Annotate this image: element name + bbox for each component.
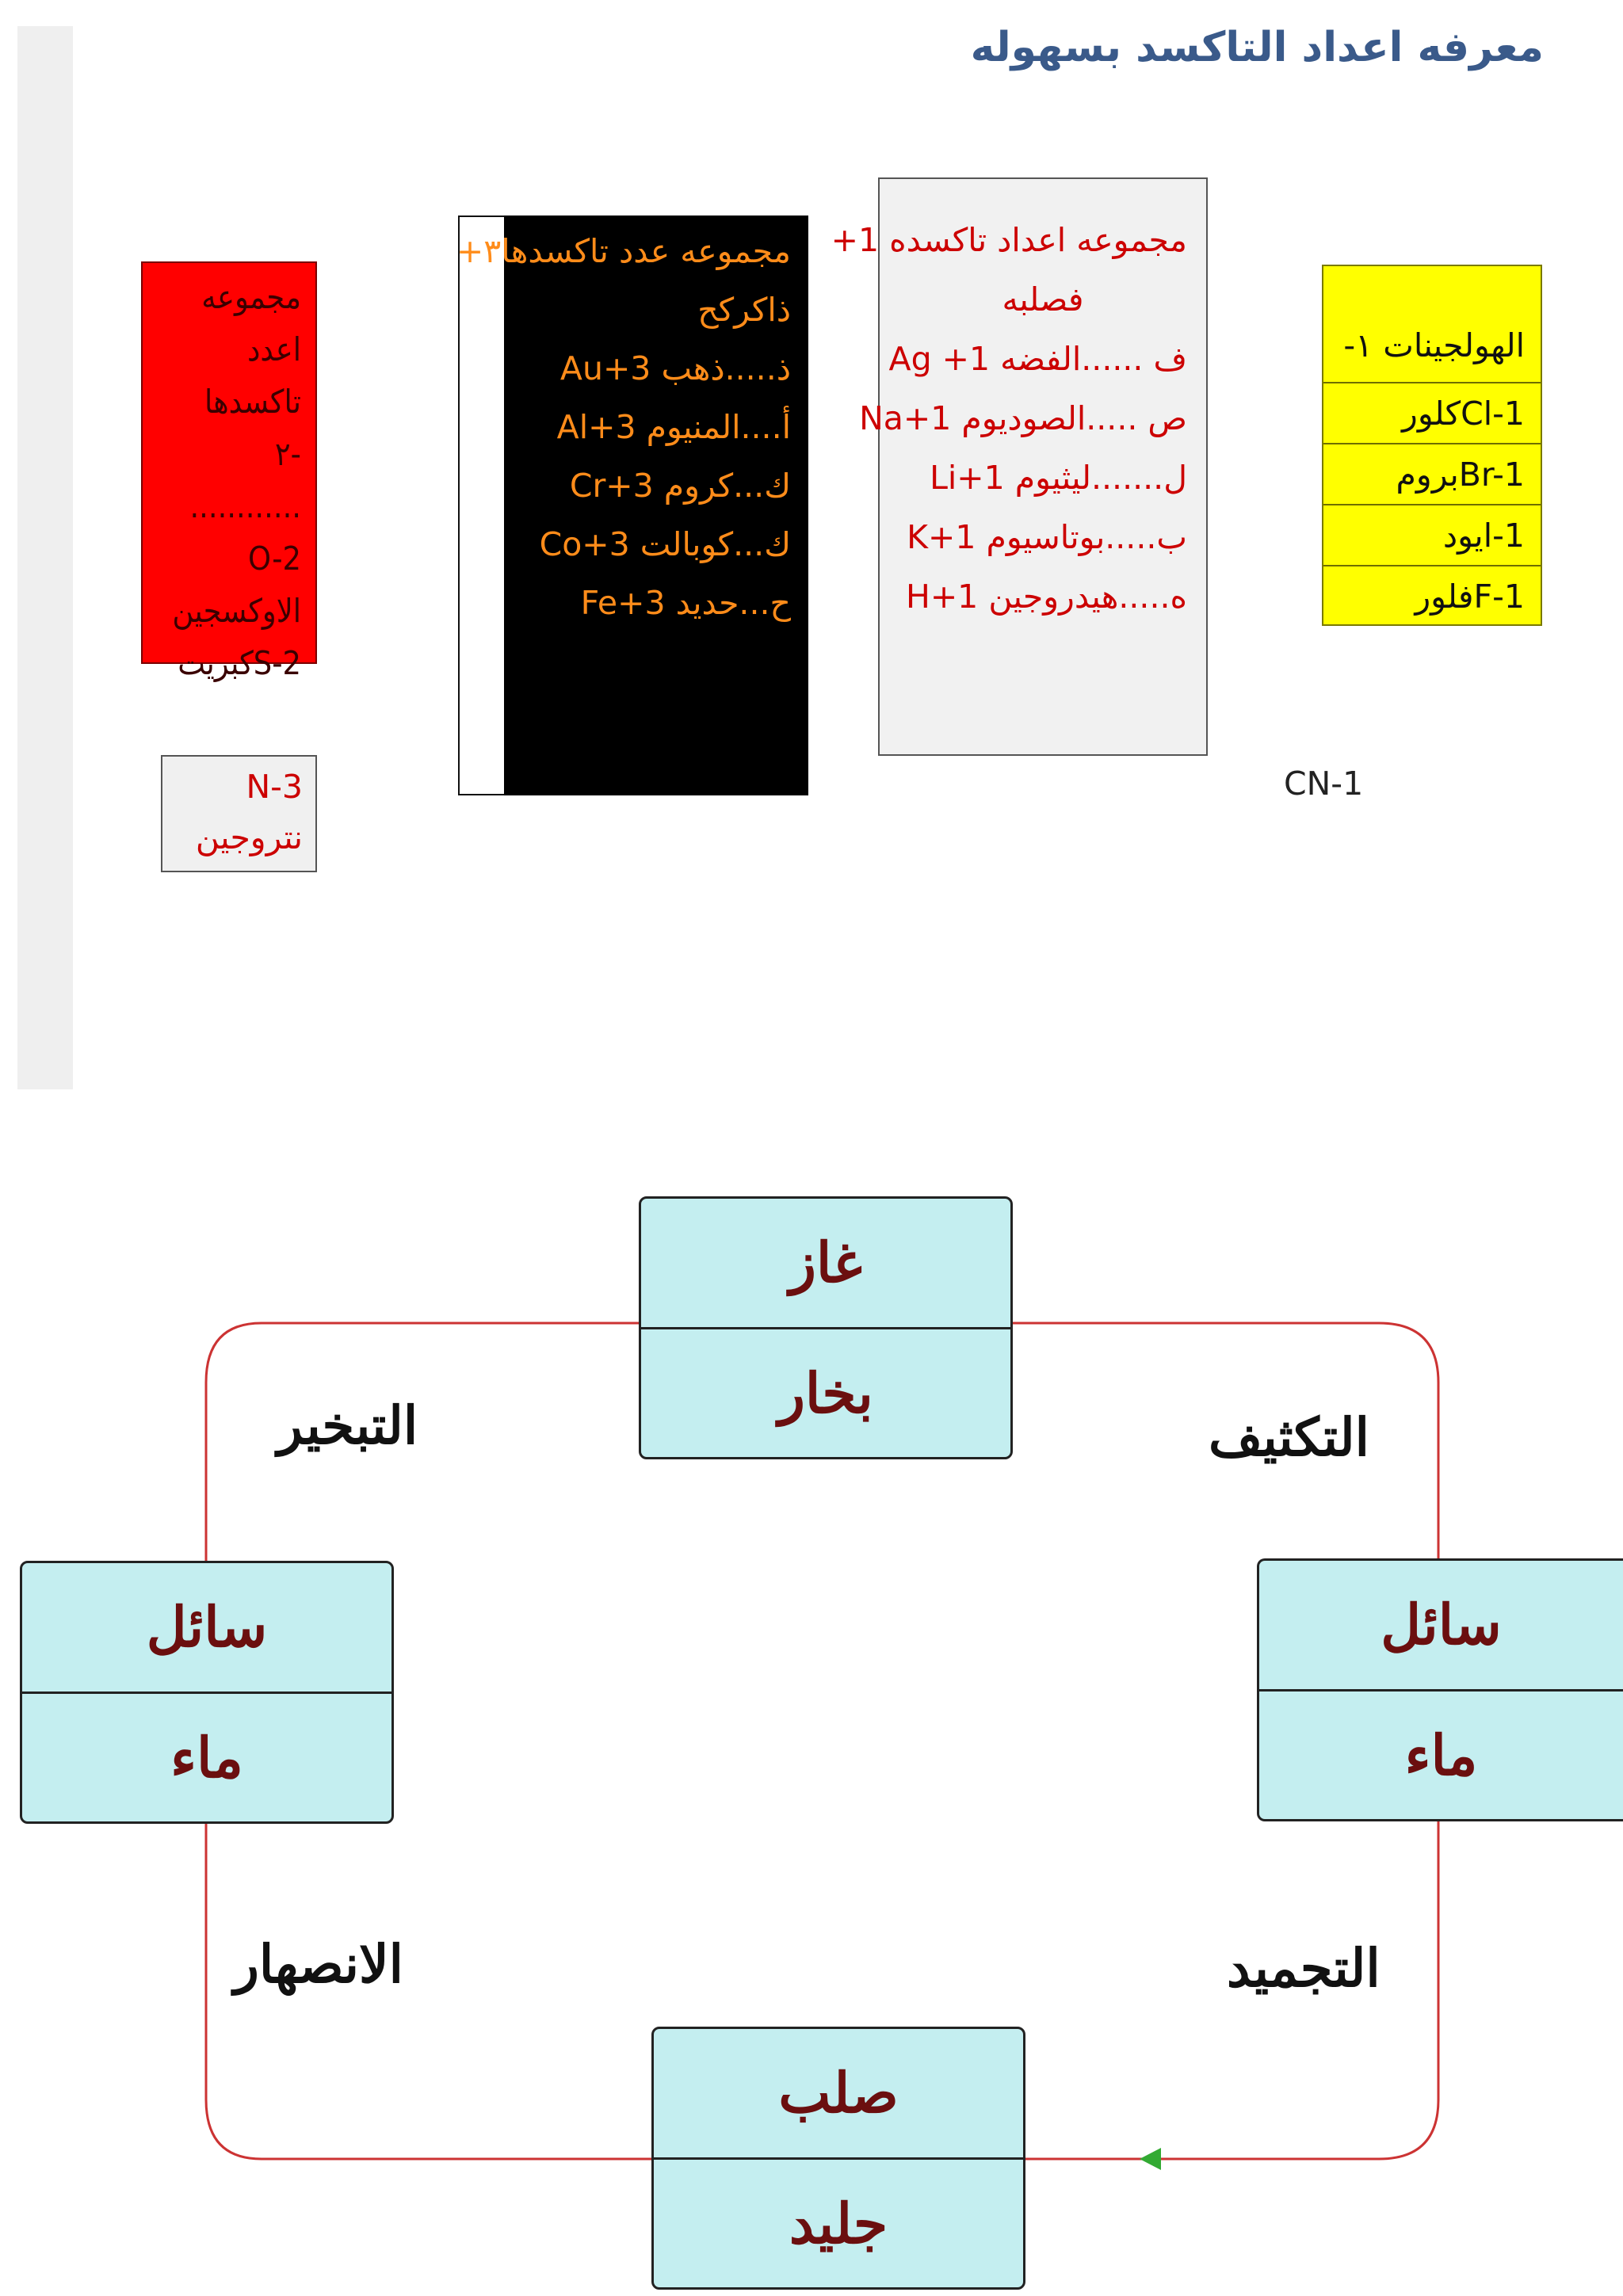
- melting-label: الانصهار: [234, 1933, 403, 1995]
- gray-box-line: ه.....هيدروجين H+1: [906, 578, 1187, 616]
- red-box-line: ............: [189, 487, 301, 525]
- liquid-example-label-left: ماء: [170, 1724, 243, 1791]
- halogen-item: 1-ايود: [1323, 505, 1541, 566]
- page-title: معرفه اعداد التاكسد بسهوله: [970, 24, 1544, 71]
- solid-example-label: جليد: [789, 2190, 888, 2256]
- red-box-line: O-2: [248, 540, 301, 578]
- gas-state-box: [639, 1196, 1013, 1459]
- liquid-state-box-right: [1257, 1558, 1623, 1821]
- red-box-line: مجموعه: [201, 278, 301, 316]
- nitrogen-box: [161, 755, 317, 872]
- black-box-line: ك...كروم Cr+3: [569, 467, 791, 505]
- black-box-line: ذاكركح: [697, 291, 791, 329]
- liquid-state-box-left: [20, 1561, 394, 1824]
- red-box-line: S-2كبريت: [178, 644, 301, 682]
- liquid-state-label-right: سائل: [1259, 1561, 1623, 1691]
- freezing-label: التجميد: [1227, 1937, 1381, 1999]
- gas-state-label: غاز: [641, 1199, 1010, 1329]
- black-box-line: أ....المنيوم Al+3: [556, 408, 791, 446]
- liquid-state-label-left: سائل: [22, 1563, 391, 1694]
- black-box-line: ذ.....ذهب Au+3: [559, 349, 791, 387]
- gray-box-line: ف ......الفضه Ag +1: [888, 340, 1187, 378]
- red-box-line: الاوكسجين: [172, 592, 301, 630]
- gray-box-line: ب.....بوتاسيوم K+1: [907, 518, 1187, 556]
- black-box-line: ح...حديد Fe+3: [580, 584, 791, 622]
- solid-state-label: صلب: [654, 2029, 1023, 2160]
- evaporation-label: التبخير: [277, 1394, 418, 1456]
- halogens-header: الهولجينات ١-: [1323, 266, 1541, 383]
- halogen-item: Br-1بروم: [1323, 444, 1541, 505]
- group-minus-two-box: [141, 261, 317, 682]
- gray-box-line: مجموعه اعداد تاكسده 1+: [831, 221, 1187, 259]
- group-plus-three-box: [456, 215, 808, 795]
- solid-state-box: [651, 2027, 1025, 2290]
- halogen-item: Cl-1كلور: [1323, 383, 1541, 444]
- cyanide-label: CN-1: [1284, 765, 1364, 803]
- halogen-item: F-1فلور: [1415, 578, 1525, 616]
- gray-box-line: ص .....الصوديوم Na+1: [859, 399, 1187, 437]
- nitrogen-line: نتروجين: [195, 818, 303, 856]
- gas-example-label: بخار: [778, 1360, 873, 1426]
- red-box-line: اعدد تاكسدها: [204, 330, 301, 421]
- group-plus-one-box: [831, 177, 1208, 756]
- left-margin-strip: [17, 26, 73, 1089]
- gray-box-line: ل.......ليثيوم Li+1: [930, 459, 1187, 497]
- black-box-line: ك...كوبالت Co+3: [539, 525, 791, 563]
- black-box-line: مجموعه عدد تاكسدها٣+: [456, 232, 791, 270]
- red-box-line: -٢: [274, 435, 301, 473]
- gray-box-line: فصلبه: [1002, 280, 1084, 318]
- cycle-arrowhead: [1140, 2148, 1161, 2170]
- liquid-example-label-right: ماء: [1404, 1722, 1478, 1788]
- halogens-table: [1322, 265, 1542, 626]
- condensation-label: التكثيف: [1209, 1406, 1369, 1468]
- nitrogen-line: N-3: [246, 768, 303, 806]
